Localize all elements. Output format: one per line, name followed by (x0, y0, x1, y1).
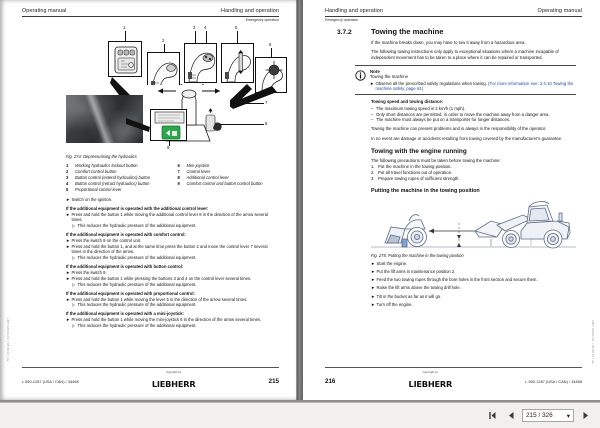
precautions-lead: The following precautions must be taken before towing the machine: (371, 158, 501, 164)
page-216 (303, 0, 600, 400)
heading-towing-position: Putting the machine in the towing position (371, 188, 480, 194)
legend-number: 4 (66, 181, 69, 186)
running-head-right-page (325, 8, 582, 17)
procedure-step (371, 285, 576, 291)
figure-274 (22, 25, 279, 153)
step-marker-icon: ► (66, 296, 71, 302)
step-marker-icon: ► (371, 261, 376, 266)
next-page-button[interactable] (579, 409, 592, 422)
callout-number-3: 3 (193, 25, 196, 31)
procedure-step (66, 317, 278, 323)
callout-number-8: 8 (265, 121, 268, 127)
callout-number-5: 5 (235, 25, 238, 31)
step-text: Press and hold the button 1 while moving the mini-joystick 6 in the direction of the arrow several times. (71, 317, 262, 323)
page-number-input[interactable] (522, 409, 574, 422)
intro-paragraph-1: If the machine breaks down, you may have to tow it away from a hazardous area. (371, 40, 526, 46)
dash-marker-icon: – (371, 105, 374, 111)
note-step-text: Observe all the prescribed safety regulations when towing. (375, 81, 487, 87)
numbered-item-text: Prepare towing ropes of sufficient strength. (378, 176, 460, 182)
legend-label: Mini-joystick (186, 163, 210, 169)
figure-275-illustration (371, 199, 576, 251)
step-text: Feed the two towing ropes through the bore holes in the front section and secure them. (376, 277, 538, 283)
step-marker-icon: ► (371, 293, 376, 299)
numbered-item-text: Put the machine in the towing position. (378, 164, 452, 170)
condition-heading: If the additional equipment is operated with proportional control: (66, 290, 195, 296)
callout-number-4: 4 (204, 25, 207, 31)
procedure-step (371, 277, 576, 283)
running-head-right: Operating manual (537, 8, 582, 14)
note-box (355, 65, 576, 95)
footer-doc-id: L 550-1287 (USA / CAN) / 34468 (22, 379, 79, 384)
step-marker-icon: ► (66, 270, 71, 275)
first-page-button[interactable] (486, 409, 499, 422)
legend-number: 6 (177, 163, 180, 169)
note-step (370, 81, 576, 91)
dash-marker-icon: – (371, 111, 374, 117)
step-result (72, 302, 278, 308)
result-text: This reduces the hydraulic pressure of the additional equipment. (77, 323, 197, 329)
figure-274-legend (66, 163, 279, 193)
result-marker-icon: ▷ (72, 255, 76, 261)
legend-label: Button control (retract hydraulics) button (75, 181, 150, 186)
callout-box-1 (108, 41, 142, 77)
paragraph-4: In no event are damage or accidents resulting from towing covered by the manufacturer's guarantee. (371, 135, 563, 141)
legend-number: 7 (177, 169, 180, 175)
procedure-step (66, 297, 278, 303)
legend-item (66, 163, 168, 168)
running-head-left-page (22, 8, 279, 17)
step-text: Press and hold the button 1 while moving the lever 5 in the direction of the arrow several times. (71, 296, 248, 302)
step-text: Start the engine. (376, 261, 408, 266)
legend-label: Comfort control button (75, 169, 117, 175)
condition-heading: If the additional equipment is operated with the additional control lever: (66, 205, 209, 211)
legend-column-1 (66, 163, 168, 193)
condition-heading: If the additional equipment is operated with button control: (66, 263, 184, 269)
list-item-text: The machine must always be put on a transporter for longer distances. (376, 117, 511, 123)
condition-heading: If the additional equipment is operated with comfort control: (66, 231, 186, 237)
procedure-step (371, 261, 576, 267)
left-page-footer (22, 367, 279, 392)
legend-label: Additional control lever (186, 175, 229, 181)
list-number: 2. (371, 170, 375, 176)
logo-wordmark: LIEBHERR (151, 379, 196, 389)
legend-column-2 (178, 163, 280, 193)
step-result (72, 255, 278, 261)
leader-line-8 (220, 124, 264, 125)
procedure-step (371, 269, 576, 275)
page-215 (0, 0, 297, 400)
step-marker-icon: ► (66, 243, 71, 249)
step-text: Press the switch 9. (71, 270, 107, 275)
liebherr-logo (335, 371, 525, 392)
numbered-item (371, 176, 576, 182)
numbered-item-text: Put all travel functions out of operation. (378, 170, 453, 176)
previous-page-button[interactable] (504, 409, 517, 422)
list-item (371, 117, 576, 123)
result-marker-icon: ▷ (72, 323, 76, 329)
note-content (370, 69, 576, 92)
result-text: This reduces the hydraulic pressure of the additional equipment. (77, 302, 197, 308)
logo-superscript: copyright by (166, 371, 182, 374)
condition-heading: If the additional equipment is operated with a mini-joystick: (66, 311, 184, 317)
step-result (72, 223, 278, 229)
step-marker-icon: ► (66, 275, 71, 281)
sub-head-right-page: Emergency operation (325, 18, 359, 23)
chevron-down-icon[interactable]: ▾ (566, 412, 570, 420)
list-item-text: The maximum towing speed is 2 km/h (1 mph). (376, 105, 466, 111)
result-text: This reduces the hydraulic pressure of the additional equipment. (77, 255, 197, 261)
legend-label: Control lever (186, 169, 211, 175)
step-marker-icon: ► (66, 317, 71, 323)
intro-paragraph-2: The following towing instructions only apply to exceptional situations where a machine incapable of independent movement has to be taken to a place where it can be repaired or transported. (371, 49, 559, 61)
pointer-wedge-9 (126, 117, 152, 138)
callout-box-9 (150, 109, 187, 141)
leader-line-5 (237, 31, 238, 43)
note-title: Note (370, 68, 380, 74)
result-marker-icon: ▷ (72, 223, 76, 229)
callout-number-1: 1 (123, 25, 126, 31)
legend-item (178, 181, 280, 186)
step-text: Turn off the engine. (376, 301, 413, 307)
legend-label: Comfort control and button control button (186, 181, 263, 186)
legend-item (178, 163, 280, 168)
result-marker-icon: ▷ (72, 281, 76, 287)
viewer-toolbar (0, 402, 600, 428)
legend-item (66, 181, 168, 186)
running-head-right: Handling and operation (221, 8, 279, 14)
figure-275-caption-block (371, 253, 576, 307)
step-text: Switch on the ignition. (71, 196, 113, 202)
right-page-footer (325, 367, 582, 392)
leader-line-9 (169, 141, 170, 146)
left-page-margin-id: LBH 12000-01 / 08.2015 / de (6, 318, 10, 362)
legend-number: 3 (66, 175, 69, 181)
procedure-step (66, 244, 278, 255)
section-heading (325, 27, 582, 36)
note-subtitle: Towing the machine (370, 74, 408, 80)
list-item-text: Only short distances are permitted, in order to move the machine away from a danger area. (376, 111, 550, 117)
step-marker-icon: ► (371, 285, 376, 291)
left-page-body (66, 197, 278, 329)
info-icon (355, 69, 366, 92)
step-marker-icon: ► (370, 81, 375, 87)
leader-line-1 (125, 31, 126, 41)
logo-wordmark: LIEBHERR (408, 379, 453, 389)
leader-line-7 (230, 103, 264, 104)
footer-doc-id: L 550-1287 (USA / CAN) / 34468 (525, 379, 582, 384)
leader-line-2 (164, 44, 165, 52)
step-text: Press the switch 9 on the control unit. (71, 237, 142, 243)
procedure-step (66, 197, 278, 203)
step-marker-icon: ► (371, 269, 376, 275)
step-result (72, 282, 278, 288)
step-text: Press and hold the button 1 while pressing the buttons 3 and 4 on the control lever several times. (71, 275, 252, 281)
result-text: This reduces the hydraulic pressure of the additional equipment. (77, 223, 197, 229)
step-text: Tilt in the bucket as far as it will go. (376, 293, 442, 299)
step-text: Put the lift arms in maintenance position 2. (376, 269, 456, 275)
list-number: 3. (371, 176, 375, 182)
right-page-body (371, 40, 576, 61)
legend-item (66, 169, 168, 174)
legend-number: 5 (66, 186, 69, 192)
legend-item (178, 169, 280, 174)
result-marker-icon: ▷ (72, 302, 76, 308)
legend-label: Working hydraulics lockout button (75, 163, 138, 169)
legend-number: 8 (177, 175, 180, 181)
liebherr-logo (79, 371, 269, 392)
step-text: Press and hold the button 1, and at the same time press the button 2 and move the control lever 7 several times in the direction of the arrow. (71, 243, 268, 255)
step-result (72, 323, 278, 329)
legend-item (178, 175, 280, 180)
result-text: This reduces the hydraulic pressure of the additional equipment. (77, 281, 197, 287)
legend-number: 2 (66, 169, 69, 175)
callout-number-6: 6 (269, 42, 272, 48)
paragraph-3: Towing the machine can present problems and is always in the responsibility of the operator. (371, 126, 547, 132)
section-number: 3.7.2 (337, 29, 352, 37)
legend-item (66, 175, 168, 180)
figure-275-caption: Fig. 275: Putting the machine in the towing position (371, 253, 464, 258)
leader-line-6 (271, 48, 272, 57)
dash-marker-icon: – (371, 117, 374, 123)
callout-box-3-4 (184, 43, 217, 83)
section-title: Towing the machine (371, 27, 444, 37)
logo-superscript: copyright by (422, 371, 438, 374)
figure-274-caption: Fig. 274: Depressurising the hydraulics (66, 154, 137, 160)
legend-number: 1 (66, 163, 69, 169)
step-marker-icon: ► (66, 196, 71, 202)
callout-box-5 (221, 43, 254, 83)
leader-line-3 (195, 31, 196, 43)
procedure-step (371, 302, 576, 308)
procedure-step (66, 238, 278, 244)
list-number: 1. (371, 164, 375, 170)
procedure-step (371, 294, 576, 300)
legend-label: Button control (extend hydraulics) button (75, 175, 151, 181)
running-head-left: Operating manual (22, 8, 67, 14)
legend-number: 9 (177, 181, 180, 186)
towing-speed-block (371, 99, 576, 194)
sub-head-left-page: Emergency operation (245, 18, 279, 23)
step-marker-icon: ► (66, 237, 71, 243)
step-text: Raise the lift arms above the towing drill hole. (376, 285, 461, 291)
step-text: Press and hold the button 1 while moving the additional control lever 8 in the direction of the arrow several times. (71, 211, 268, 223)
running-head-left: Handling and operation (325, 8, 383, 14)
towing-speed-heading: Towing speed and towing distance: (371, 99, 444, 105)
callout-number-9: 9 (167, 145, 170, 151)
procedure-step (66, 212, 278, 223)
procedure-step (66, 270, 278, 276)
legend-label: Proportional control lever (75, 186, 122, 192)
heading-towing-engine-running: Towing with the engine running (371, 147, 467, 155)
callout-number-2: 2 (162, 38, 165, 44)
callout-number-7: 7 (265, 100, 268, 106)
cross-reference-link[interactable]: (For more information see: 2.4.10 Towing the machine safely, page 61) (375, 81, 574, 92)
footer-page-number: 215 (268, 378, 279, 385)
step-marker-icon: ► (371, 277, 376, 283)
step-marker-icon: ► (371, 301, 376, 307)
legend-item (66, 187, 168, 192)
footer-page-number: 216 (325, 378, 336, 385)
procedure-step (66, 276, 278, 282)
step-marker-icon: ► (66, 211, 71, 217)
right-page-margin-id: LBH 12000-01 / 08.2015 / de (591, 320, 595, 364)
page-number-value: 215 / 326 (526, 412, 553, 419)
